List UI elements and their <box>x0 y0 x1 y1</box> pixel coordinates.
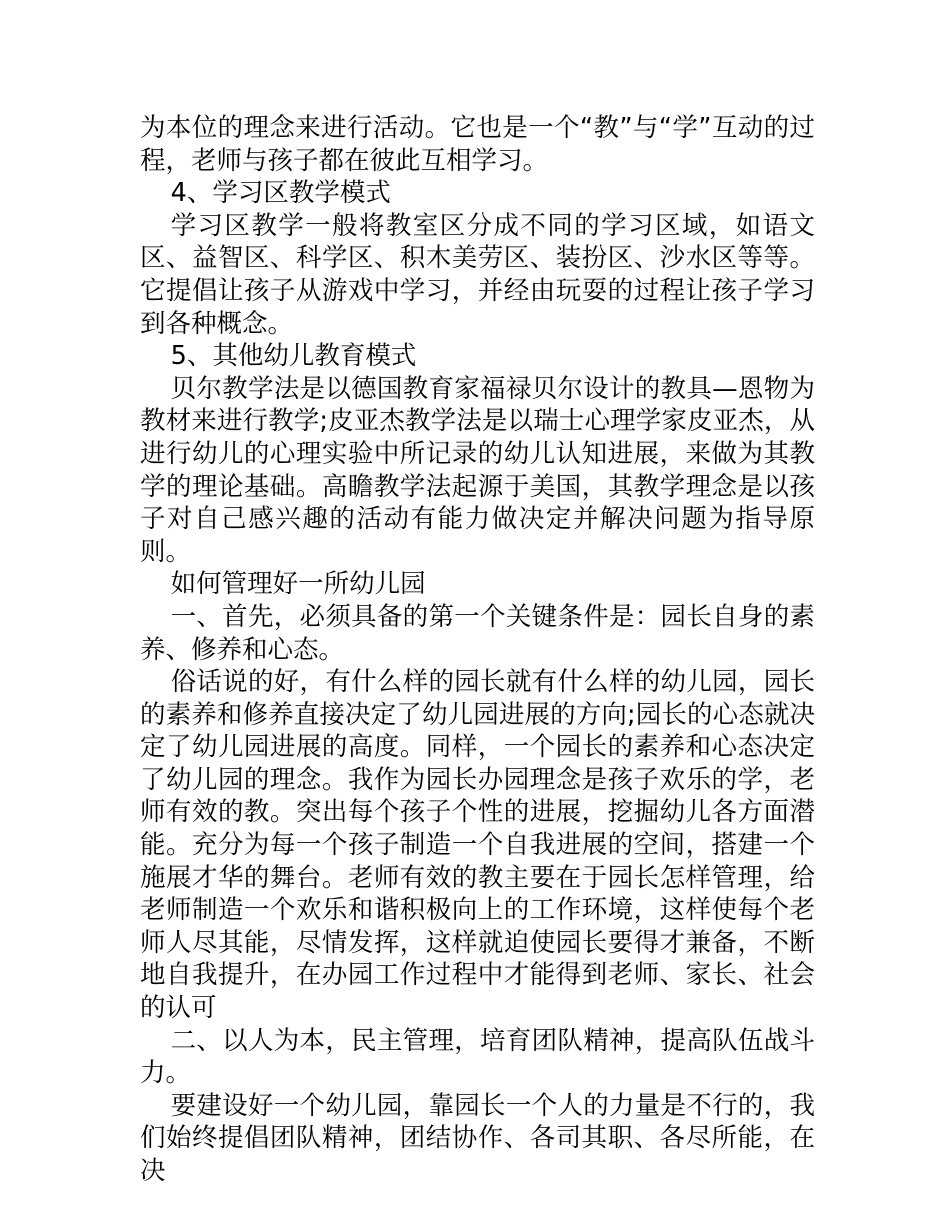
document-subtitle: 如何管理好一所幼儿园 <box>170 569 426 600</box>
paragraph-learning-area: 学习区教学一般将教室区分成不同的学习区域，如语文区、益智区、科学区、积木美劳区、装扮区、沙水区等等。它提倡让孩子从游戏中学习，并经由玩耍的过程让孩子学习到各种概念。 <box>140 210 815 339</box>
paragraph-principal-quality: 俗话说的好，有什么样的园长就有什么样的幼儿园，园长的素养和修养直接决定了幼儿园进展的方向;园长的心态就决定了幼儿园进展的高度。同样，一个园长的素养和心态决定了幼儿园的理念。我作为园长办园理念是孩子欢乐的学，老师有效的教。突出每个孩子个性的进展，挖掘幼儿各方面潜能。充分为每一个孩子制造一个自我进展的空间，搭建一个施展才华的舞台。老师有效的教主要在于园长怎样管理，给老师制造一个欢乐和谐积极向上的工作环境，这样使每个老师人尽其能，尽情发挥，这样就迫使园长要得才兼备，不断地自我提升，在办园工作过程中才能得到老师、家长、社会的认可 <box>140 667 815 1024</box>
section-heading-learning-area: 4、学习区教学模式 <box>170 178 391 209</box>
paragraph-continuation: 为本位的理念来进行活动。它也是一个“教”与“学”互动的过程，老师与孩子都在彼此互相学习。 <box>140 113 815 176</box>
paragraph-other-models: 贝尔教学法是以德国教育家福禄贝尔设计的教具—恩物为教材来进行教学;皮亚杰教学法是以瑞士心理学家皮亚杰，从进行幼儿的心理实验中所记录的幼儿认知进展，来做为其教学的理论基础。高瞻教学法起源于美国，其教学理念是以孩子对自己感兴趣的活动有能力做决定并解决问题为指导原则。 <box>140 373 815 567</box>
paragraph-team-spirit: 要建设好一个幼儿园，靠园长一个人的力量是不行的，我们始终提倡团队精神，团结协作、各司其职、各尽所能，在决 <box>140 1090 815 1186</box>
section-heading-other-models: 5、其他幼儿教育模式 <box>170 341 417 372</box>
document-page <box>140 112 815 1188</box>
paragraph-point-one: 一、首先，必须具备的第一个关键条件是：园长自身的素养、修养和心态。 <box>140 601 815 665</box>
paragraph-point-two: 二、以人为本，民主管理，培育团队精神，提高队伍战斗力。 <box>140 1025 815 1089</box>
